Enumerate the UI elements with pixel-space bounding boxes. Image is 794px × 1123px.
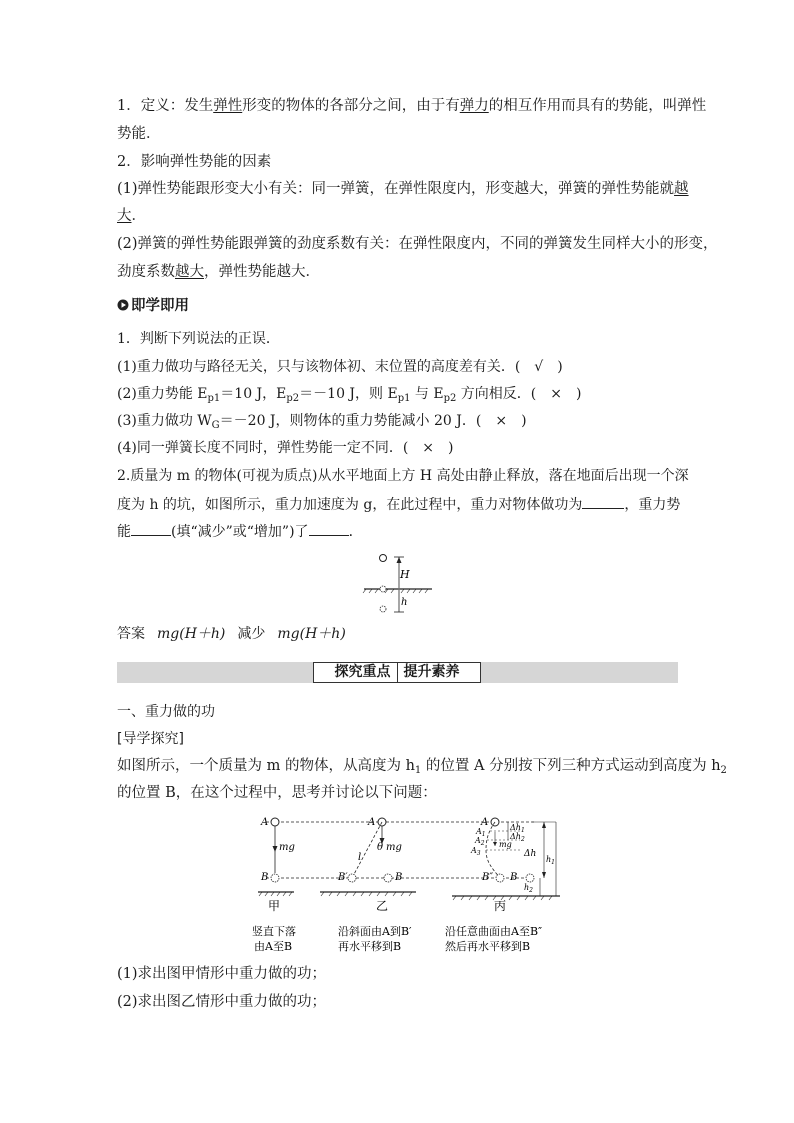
guide-label: [导学探究] — [117, 731, 184, 747]
factor-1-line-1: (1)弹性势能跟形变大小有关：同一弹簧，在弹性限度内，形变越大，弹簧的弹性势能就越 — [117, 181, 689, 197]
factor-2-line-2: 劲度系数越大，弹性势能越大． — [117, 264, 320, 280]
factor-1-line-2: 大． — [117, 208, 146, 224]
point-A-label: A — [481, 817, 489, 828]
point-A3-label: $A_3$ — [471, 846, 481, 857]
underlined-answer: 越大 — [175, 264, 204, 280]
point-A1-label: $A_1$ — [476, 827, 486, 838]
definition-line-2: 势能． — [117, 126, 161, 142]
drop-figure — [360, 552, 436, 618]
part1-question-1: (1)求出图甲情形中重力做的功； — [117, 966, 327, 982]
mg-label: mg — [279, 842, 295, 853]
q1-title: 1．判断下列说法的正误． — [117, 331, 280, 347]
theta-label: θ — [377, 842, 384, 853]
figure-yi-label: 乙 — [376, 899, 389, 913]
q1-item-2: (2)重力势能 $E_{p1}=10$ J，$E_{p2}=-10$ J，则 $E_{p1}$ 与 $E_{p2}$ 方向相反．( × ) — [117, 386, 582, 404]
underlined-answer: 越 — [674, 181, 689, 197]
point-Bprime-label: B′ — [338, 872, 348, 883]
gravity-path-figure — [240, 810, 570, 960]
point-B-label: B — [395, 872, 403, 883]
delta-h-label: Δh — [524, 849, 537, 859]
q1-item-3: (3)重力做功 $W_G=-20$ J，则物体的重力势能减小 20 J．( × ) — [117, 413, 527, 431]
q2-line-2: 度为 h 的坑，如图所示，重力加速度为 g，在此过程中，重力对物体做功为 ，重力势 — [117, 494, 682, 515]
point-Bdoubleprime-label: B″ — [482, 872, 494, 883]
answer-blank — [582, 494, 624, 509]
factors-heading: 2．影响弹性势能的因素 — [117, 154, 272, 170]
mg-label: mg — [499, 840, 512, 849]
q2-line-1: 2.质量为 m 的物体(可视为质点)从水平地面上方 H 高处由静止释放，落在地面后出现一个深 — [117, 468, 689, 484]
point-B-label: B — [510, 872, 518, 883]
answer-blank — [309, 521, 349, 536]
fig-H-label: H — [400, 568, 410, 581]
underlined-answer: 弹力 — [459, 98, 489, 114]
play-circle-icon — [117, 299, 129, 311]
q1-item-4: (4)同一弹簧长度不同时，弹性势能一定不同．( × ) — [117, 440, 454, 456]
caption-yi-line-2: 再水平移到B — [338, 940, 402, 953]
caption-jia-line-1: 竖直下落 — [252, 925, 296, 938]
figure-jia-label: 甲 — [268, 899, 281, 913]
answer-blank — [131, 521, 171, 536]
q1-item-1: (1)重力做功与路径无关，只与该物体初、末位置的高度差有关．( √ ) — [117, 359, 563, 375]
section-banner — [313, 662, 481, 683]
answer-line: 答案 mg(H＋h) 减少 mg(H＋h) — [117, 626, 346, 642]
part1-intro-line-2: 的位置 B，在这个过程中，思考并讨论以下问题： — [117, 785, 437, 801]
underlined-answer: 弹性 — [213, 98, 243, 114]
part1-intro-line-1: 如图所示，一个质量为 m 的物体，从高度为 $h_1$ 的位置 A 分别按下列三种方式运动到高度为 $h_2$ — [117, 758, 727, 776]
delta-h1-label: $\Delta h_1$ — [510, 823, 525, 834]
underlined-answer: 大 — [117, 208, 132, 224]
point-A-label: A — [368, 817, 376, 828]
caption-jia-line-2: 由A至B — [254, 940, 293, 953]
banner-right-label: 提升素养 — [403, 664, 460, 680]
caption-bing-line-2: 然后再水平移到B — [445, 940, 531, 953]
learn-heading: 即学即用 — [117, 296, 682, 316]
point-A-label: A — [261, 817, 269, 828]
definition-line-1: 1．定义：发生弹性形变的物体的各部分之间，由于有弹力的相互作用而具有的势能，叫弹性 — [117, 98, 707, 114]
factor-2-line-1: (2)弹簧的弹性势能跟弹簧的劲度系数有关：在弹性限度内，不同的弹簧发生同样大小的形变， — [117, 236, 718, 252]
h1-label: $h_1$ — [546, 855, 555, 866]
q2-line-3: 能 (填“减少”或“增加”)了 ． — [117, 521, 682, 542]
h2-label: $h_2$ — [524, 883, 533, 894]
part1-title: 一、重力做的功 — [117, 704, 215, 720]
point-B-label: B — [261, 872, 269, 883]
part1-question-2: (2)求出图乙情形中重力做的功； — [117, 994, 327, 1010]
length-l-label: l — [358, 852, 362, 863]
point-A2-label: $A_2$ — [475, 836, 485, 847]
figure-bing-label: 丙 — [494, 899, 507, 913]
caption-yi-line-1: 沿斜面由A到B′ — [338, 925, 412, 938]
banner-left-label: 探究重点 — [334, 664, 391, 680]
delta-h2-label: $\Delta h_2$ — [510, 832, 525, 843]
fig-h-label: h — [401, 597, 408, 608]
mg-label: mg — [386, 842, 402, 853]
caption-bing-line-1: 沿任意曲面由A至B″ — [445, 925, 543, 938]
